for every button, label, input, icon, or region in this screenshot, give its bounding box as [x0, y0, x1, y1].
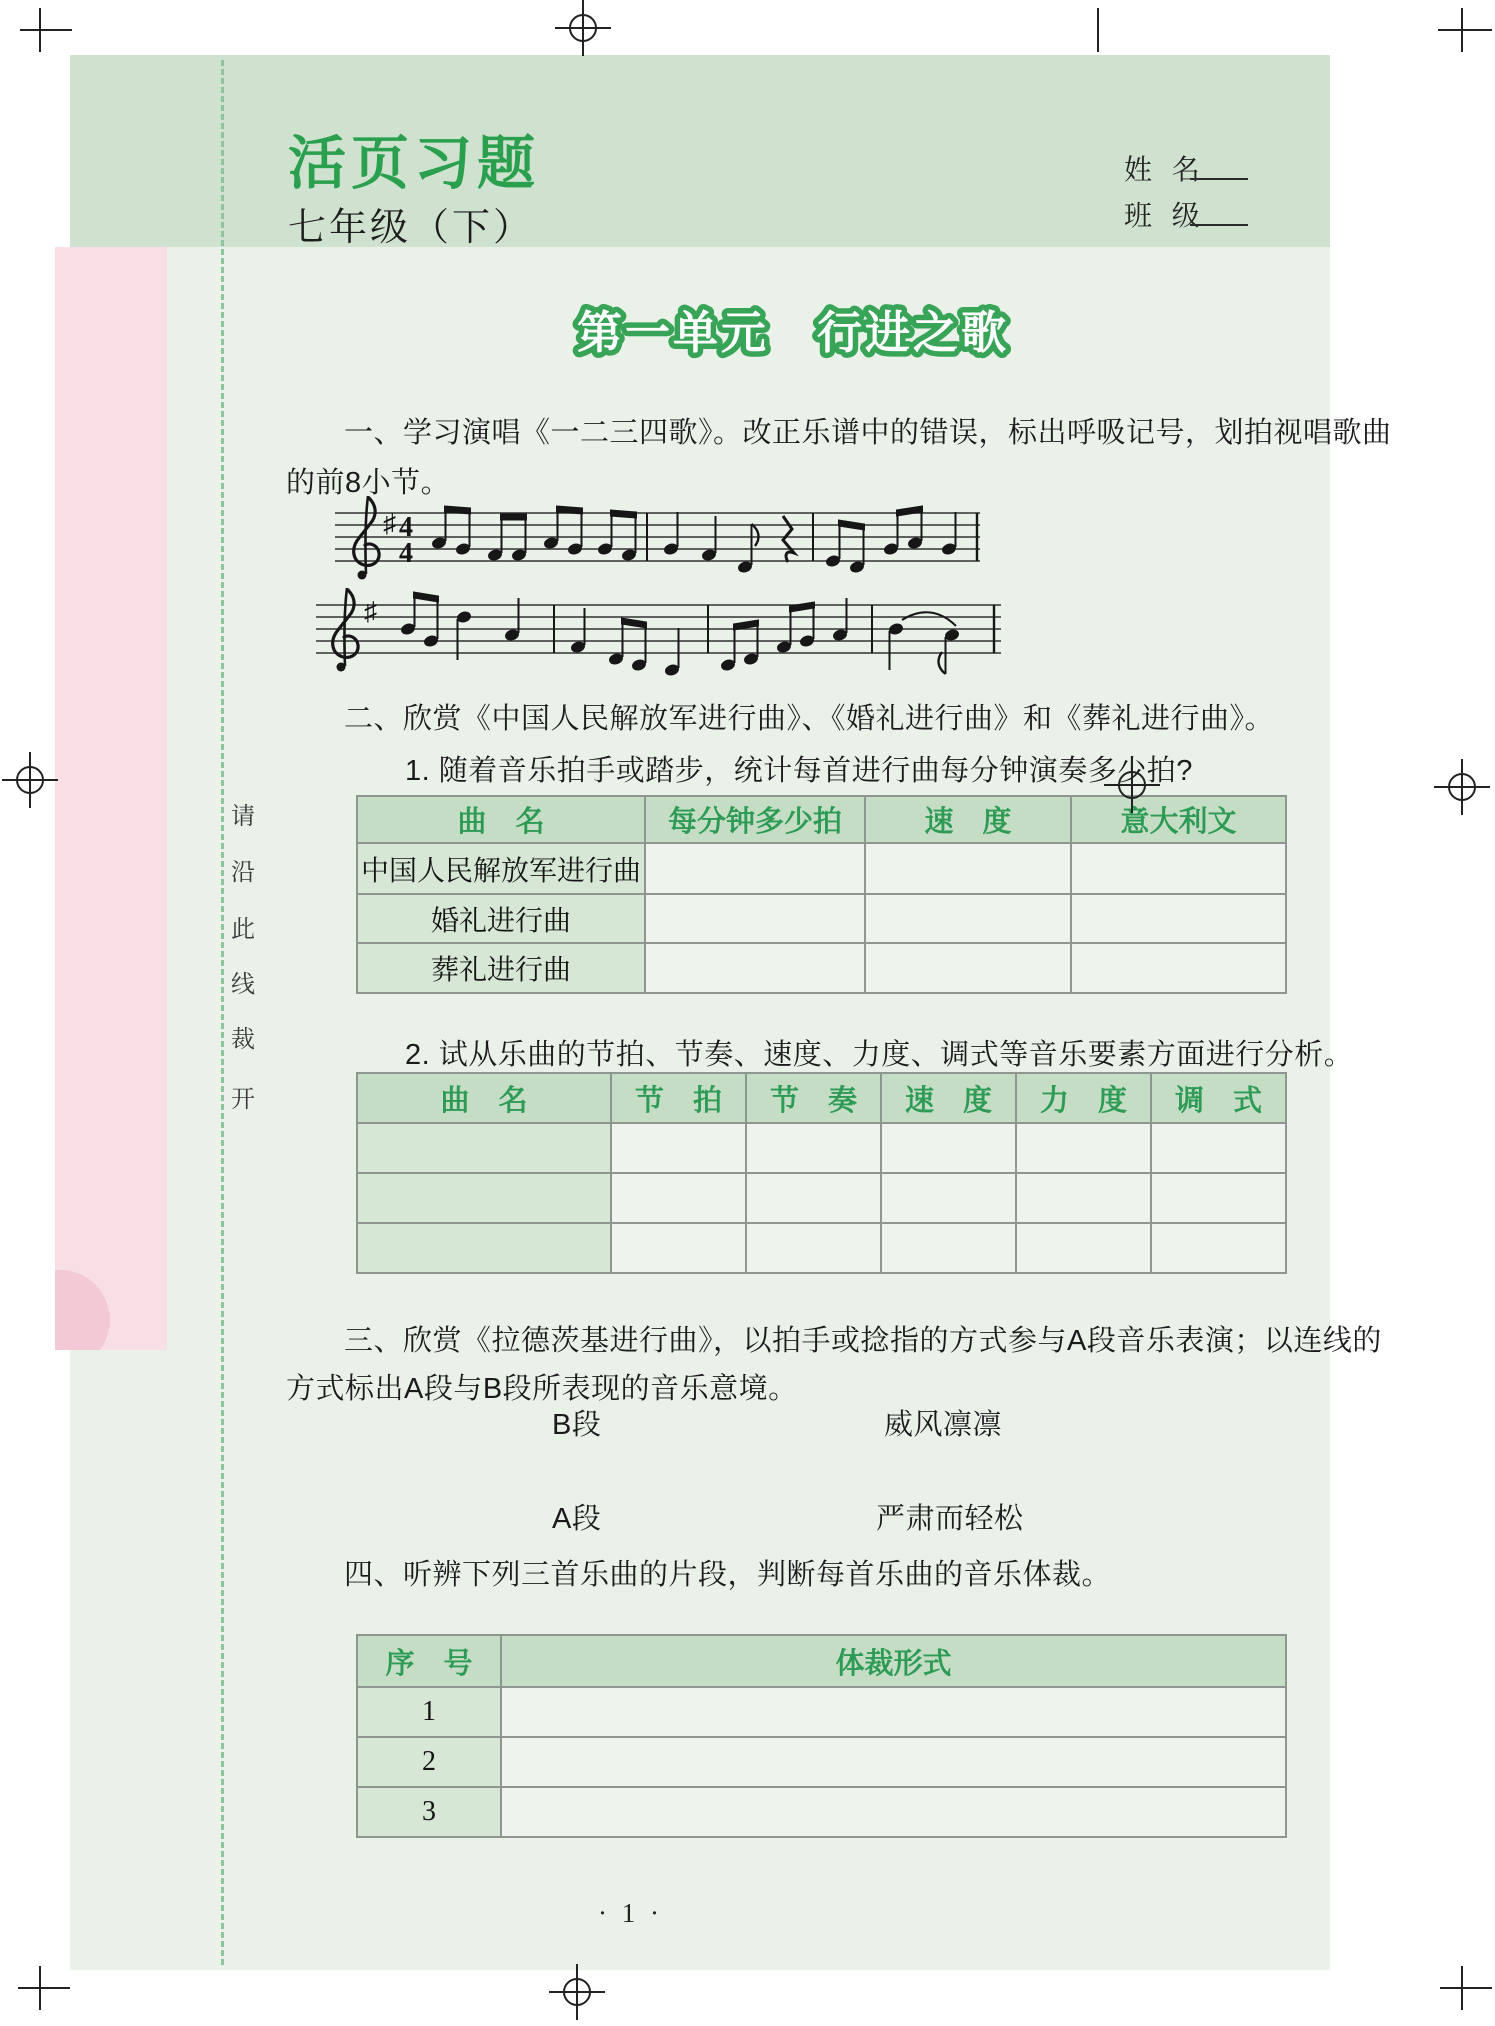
song-name-cell[interactable] [357, 1173, 611, 1223]
table-row [357, 943, 1286, 993]
adjacent-pink-page-edge [55, 247, 167, 1350]
analysis-table-header: 节 拍 [611, 1073, 746, 1123]
table-row [357, 1123, 1286, 1173]
music-staff-1 [335, 488, 980, 588]
analysis-table-header: 速 度 [881, 1073, 1016, 1123]
grade-subtitle: 七年级（下） [288, 207, 535, 249]
table-row [357, 843, 1286, 894]
match-item-majestic[interactable]: 威风凛凛 [884, 1409, 1003, 1441]
analysis-table-header: 力 度 [1016, 1073, 1151, 1123]
answer-cell[interactable] [611, 1223, 746, 1273]
cut-note-char: 沿 [231, 859, 255, 886]
unit-title-text: 第一单元 行进之歌 [576, 307, 1010, 358]
match-item-a[interactable]: A段 [552, 1503, 602, 1535]
table-row [357, 894, 1286, 943]
treble-clef-icon [333, 588, 358, 672]
song-name-cell: 葬礼进行曲 [357, 943, 645, 993]
analysis-table-header: 调 式 [1151, 1073, 1286, 1123]
beats-table-header: 意大利文 [1071, 796, 1286, 843]
section-two-intro: 二、欣赏《中国人民解放军进行曲》、《婚礼进行曲》和《葬礼进行曲》。 [344, 703, 1275, 735]
answer-cell[interactable] [1151, 1223, 1286, 1273]
song-name-cell: 中国人民解放军进行曲 [357, 843, 645, 894]
answer-cell[interactable] [746, 1123, 881, 1173]
answer-cell[interactable] [501, 1787, 1286, 1837]
name-label: 姓 名 [1124, 154, 1206, 185]
name-fill-line[interactable] [1190, 178, 1248, 180]
beats-table-header: 速 度 [865, 796, 1071, 843]
booklet-title: 活页习题 [288, 131, 541, 196]
time-signature [399, 512, 413, 569]
answer-cell[interactable] [865, 894, 1071, 943]
cut-note-char: 开 [231, 1086, 255, 1113]
treble-clef-icon [354, 496, 379, 580]
table-row [357, 1173, 1286, 1223]
section-four-intro: 四、听辨下列三首乐曲的片段，判断每首乐曲的音乐体裁。 [344, 1559, 1112, 1591]
answer-cell[interactable] [501, 1737, 1286, 1787]
answer-cell[interactable] [881, 1123, 1016, 1173]
cut-note-char: 此 [231, 916, 255, 943]
class-label: 班 级 [1124, 200, 1206, 231]
section-two-q1: 1. 随着音乐拍手或踏步，统计每首进行曲每分钟演奏多少拍? [405, 755, 1193, 787]
cut-note-char: 请 [231, 803, 255, 830]
answer-cell[interactable] [501, 1687, 1286, 1737]
answer-cell[interactable] [1151, 1173, 1286, 1223]
answer-cell[interactable] [1016, 1223, 1151, 1273]
index-cell: 3 [357, 1787, 501, 1837]
section-one-line2: 的前8小节。 [286, 467, 451, 499]
beats-table-header: 每分钟多少拍 [645, 796, 865, 843]
class-fill-line[interactable] [1190, 224, 1248, 226]
answer-cell[interactable] [1071, 943, 1286, 993]
answer-cell[interactable] [1016, 1123, 1151, 1173]
answer-cell[interactable] [881, 1223, 1016, 1273]
table-row [357, 1737, 1286, 1787]
section-three-line1: 三、欣赏《拉德茨基进行曲》，以拍手或捻指的方式参与A段音乐表演；以连线的 [344, 1325, 1382, 1357]
table-row [357, 1787, 1286, 1837]
answer-cell[interactable] [865, 843, 1071, 894]
song-name-cell[interactable] [357, 1223, 611, 1273]
table-row [357, 1223, 1286, 1273]
answer-cell[interactable] [611, 1123, 746, 1173]
match-item-b[interactable]: B段 [552, 1409, 602, 1441]
svg-text:4: 4 [399, 538, 413, 569]
genre-table-header: 序 号 [357, 1635, 501, 1687]
table-row [357, 1687, 1286, 1737]
section-two-q2: 2. 试从乐曲的节拍、节奏、速度、力度、调式等音乐要素方面进行分析。 [405, 1039, 1354, 1071]
answer-cell[interactable] [746, 1223, 881, 1273]
section-one-line1: 一、学习演唱《一二三四歌》。改正乐谱中的错误，标出呼吸记号，划拍视唱歌曲 [344, 417, 1392, 449]
song-name-cell[interactable] [357, 1123, 611, 1173]
answer-cell[interactable] [746, 1173, 881, 1223]
beats-table [356, 795, 1287, 994]
cut-note-char: 线 [231, 971, 255, 998]
answer-cell[interactable] [865, 943, 1071, 993]
sharp-sign-icon: ♯ [383, 508, 396, 538]
pink-decoration [55, 1270, 110, 1350]
index-cell: 1 [357, 1687, 501, 1737]
song-name-cell: 婚礼进行曲 [357, 894, 645, 943]
section-three-line2: 方式标出A段与B段所表现的音乐意境。 [286, 1373, 798, 1405]
music-staff-2 [316, 580, 1001, 680]
answer-cell[interactable] [1016, 1173, 1151, 1223]
cut-note-char: 裁 [231, 1026, 255, 1053]
analysis-table [356, 1072, 1287, 1274]
genre-table [356, 1634, 1287, 1838]
unit-title-badge [286, 296, 1300, 366]
notes [431, 506, 977, 574]
answer-cell[interactable] [611, 1173, 746, 1223]
beats-table-header: 曲 名 [357, 796, 645, 843]
index-cell: 2 [357, 1737, 501, 1787]
genre-table-header: 体裁形式 [501, 1635, 1286, 1687]
answer-cell[interactable] [1071, 894, 1286, 943]
answer-cell[interactable] [1071, 843, 1286, 894]
analysis-table-header: 曲 名 [357, 1073, 611, 1123]
answer-cell[interactable] [645, 894, 865, 943]
sharp-sign-icon: ♯ [364, 596, 377, 626]
cut-dashed-line [221, 60, 224, 1965]
answer-cell[interactable] [881, 1173, 1016, 1223]
answer-cell[interactable] [645, 843, 865, 894]
analysis-table-header: 节 奏 [746, 1073, 881, 1123]
match-item-serious[interactable]: 严肃而轻松 [876, 1503, 1024, 1535]
svg-text:4: 4 [399, 512, 413, 543]
answer-cell[interactable] [645, 943, 865, 993]
page-number: · 1 · [598, 1898, 663, 1928]
slur [902, 612, 956, 626]
answer-cell[interactable] [1151, 1123, 1286, 1173]
